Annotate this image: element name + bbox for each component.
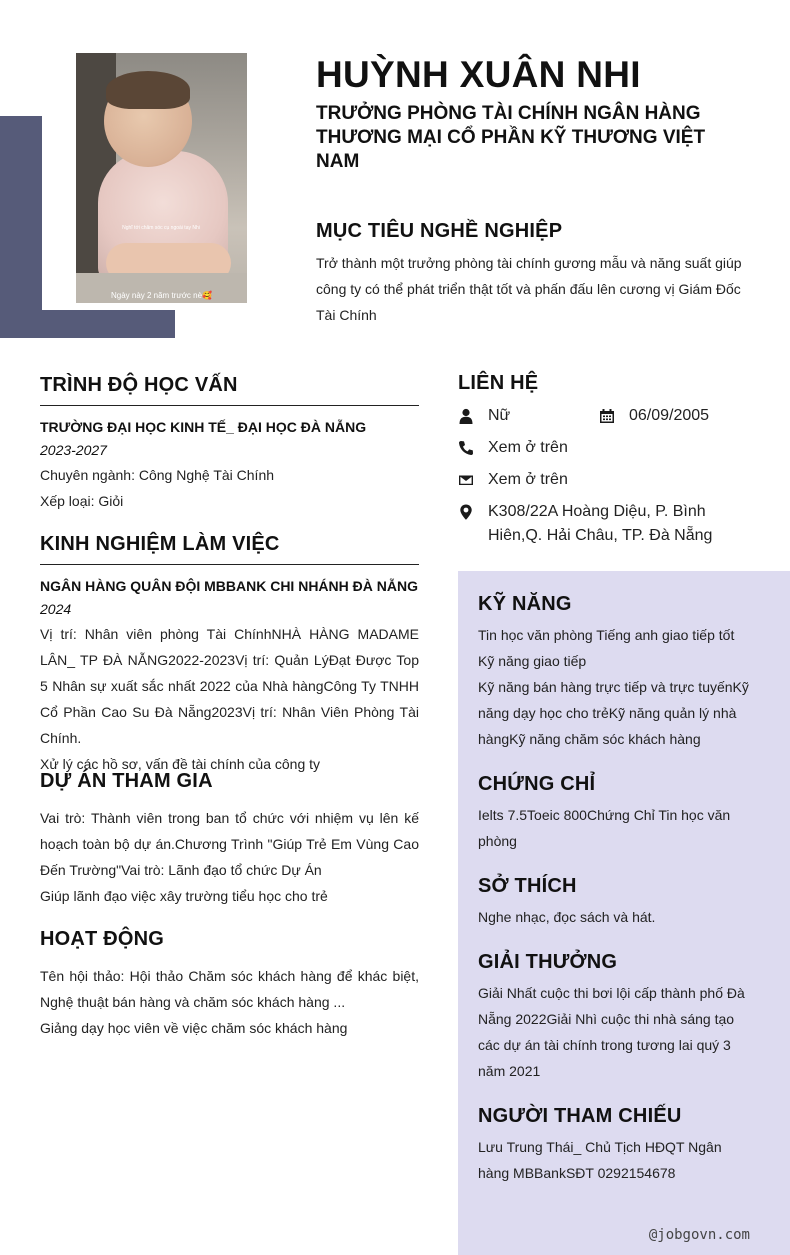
awards-section [478, 951, 753, 1084]
contact-heading: LIÊN HỆ [458, 372, 539, 394]
projects-text: Vai trò: Thành viên trong ban tổ chức với nhiệm vụ lên kế hoạch toàn bộ dự án.Chương Trình "Giúp Trẻ Em Vùng Cao Đến Trường"Vai trò: Lãnh đạo tổ chức Dự Án [40, 810, 419, 878]
objective-heading: MỤC TIÊU NGHỀ NGHIỆP [316, 220, 563, 242]
experience-detail-2: Xử lý các hồ sơ, vấn đề tài chính của công ty [40, 756, 321, 772]
person-icon [458, 408, 474, 424]
references-section [478, 1105, 753, 1186]
experience-detail: Vị trí: Nhân viên phòng Tài ChínhNHÀ HÀNG MADAME LÂN_ TP ĐÀ NẴNG2022-2023Vị trí: Quản LýĐạt Được Top 5 Nhân sự xuất sắc nhất 2022 của Nhà hàngCông Ty TNHH Cổ Phần Cao Su Đà Nẵng2023Vị trí: Nhân Viên Phòng Tài Chính. [40, 626, 419, 746]
phone-value: Xem ở trên [488, 439, 568, 456]
gender-value: Nữ [488, 407, 511, 424]
candidate-name: HUỲNH XUÂN NHI [316, 54, 641, 95]
references-text: Lưu Trung Thái_ Chủ Tịch HĐQT Ngân hàng MBBankSĐT 0292154678 [478, 1139, 722, 1181]
profile-photo [76, 53, 247, 303]
experience-company: NGÂN HÀNG QUÂN ĐỘI MBBANK CHI NHÁNH ĐÀ NẴNG [40, 578, 418, 594]
education-section [40, 374, 419, 514]
divider [40, 564, 419, 565]
activities-section [40, 928, 419, 1041]
birthday-value: 06/09/2005 [629, 407, 710, 424]
projects-section [40, 770, 419, 909]
mail-icon [458, 472, 474, 488]
experience-heading: KINH NGHIỆM LÀM VIỆC [40, 533, 280, 555]
email-value: Xem ở trên [488, 471, 568, 488]
awards-text: Giải Nhất cuộc thi bơi lội cấp thành phố Đà Nẵng 2022Giải Nhì cuộc thi nhà sáng tạo các dự án tài chính trong tương lai quý 3 năm 2021 [478, 985, 745, 1079]
hobbies-text: Nghe nhạc, đọc sách và hát. [478, 909, 656, 925]
contact-birthday [599, 404, 709, 428]
watermark: @jobgovn.com [648, 1227, 750, 1243]
certificates-heading: CHỨNG CHỈ [478, 773, 596, 795]
contact-phone [458, 436, 568, 460]
hobbies-heading: SỞ THÍCH [478, 875, 577, 897]
activities-text-2: Giảng dạy học viên về việc chăm sóc khách hàng [40, 1020, 348, 1036]
activities-text: Tên hội thảo: Hội thảo Chăm sóc khách hàng để khác biệt, Nghệ thuật bán hàng và chăm sóc khách hàng ... [40, 968, 419, 1010]
decorative-block [0, 116, 42, 338]
skills-section [478, 593, 753, 752]
certificates-text: Ielts 7.5Toeic 800Chứng Chỉ Tin học văn phòng [478, 807, 731, 849]
decorative-bar [0, 310, 175, 338]
address-value: K308/22A Hoàng Diệu, P. Bình Hiên,Q. Hải Châu, TP. Đà Nẵng [488, 503, 713, 544]
divider [40, 405, 419, 406]
education-major: Chuyên ngành: Công Nghệ Tài Chính [40, 467, 275, 483]
education-heading: TRÌNH ĐỘ HỌC VẤN [40, 374, 238, 396]
experience-section [40, 533, 419, 777]
side-panel [458, 571, 790, 1255]
references-heading: NGƯỜI THAM CHIẾU [478, 1105, 682, 1127]
calendar-icon [599, 408, 615, 424]
education-school: TRƯỜNG ĐẠI HỌC KINH TẾ_ ĐẠI HỌC ĐÀ NẴNG [40, 419, 367, 435]
awards-heading: GIẢI THƯỞNG [478, 951, 618, 973]
skills-text-1: Tin học văn phòng Tiếng anh giao tiếp tốt Kỹ năng giao tiếp [478, 627, 735, 669]
experience-years: 2024 [40, 601, 72, 617]
projects-heading: DỰ ÁN THAM GIA [40, 770, 213, 792]
projects-text-2: Giúp lãnh đạo việc xây trường tiểu học cho trẻ [40, 888, 328, 904]
phone-icon [458, 440, 474, 456]
skills-heading: KỸ NĂNG [478, 593, 572, 615]
hobbies-section [478, 875, 753, 930]
certificates-section [478, 773, 753, 854]
job-title: TRƯỞNG PHÒNG TÀI CHÍNH NGÂN HÀNG THƯƠNG MẠI CỔ PHẦN KỸ THƯƠNG VIỆT NAM [316, 103, 706, 172]
education-grade: Xếp loại: Giỏi [40, 493, 124, 509]
objective-text: Trở thành một trưởng phòng tài chính gương mẫu và năng suất giúp công ty có thể phát triển thật tốt và phấn đấu lên cương vị Giám Đốc Tài Chính [316, 255, 742, 323]
skills-text-2: Kỹ năng bán hàng trực tiếp và trực tuyếnKỹ năng dạy học cho trẻKỹ năng quản lý nhà hàngKỹ năng chăm sóc khách hàng [478, 679, 749, 747]
contact-address [458, 500, 728, 548]
contact-gender [458, 404, 510, 428]
photo-caption-small: Nghĩ tới chăm sóc cụ ngoài tay Nhi [122, 225, 200, 231]
contact-email [458, 468, 568, 492]
activities-heading: HOẠT ĐỘNG [40, 928, 165, 950]
location-pin-icon [458, 504, 474, 520]
education-years: 2023-2027 [40, 442, 107, 458]
photo-caption: Ngày này 2 năm trước nè🥰 [110, 291, 213, 300]
